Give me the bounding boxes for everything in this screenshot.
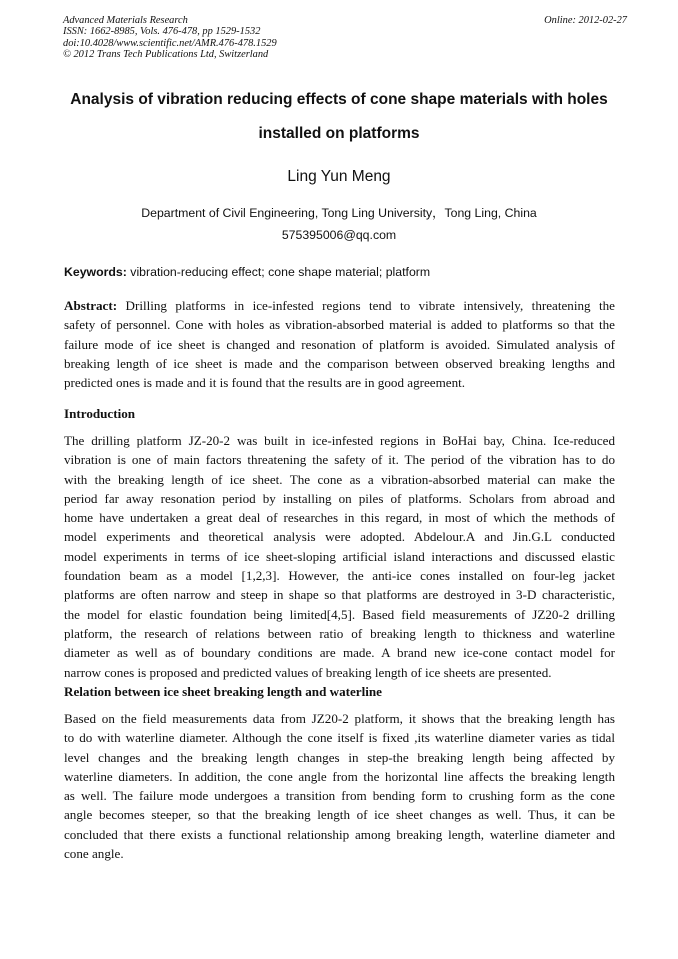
body-line: model experiments in terms of ice sheet-sloping artificial island interactions and discussed elastic <box>64 548 615 564</box>
journal-name: Advanced Materials Research <box>63 15 188 26</box>
body-line: diameter as well as of boundary conditions are made. A brand new ice-cone contact model for <box>64 645 615 661</box>
abstract-label: Abstract: <box>64 298 118 313</box>
keywords-text: vibration-reducing effect; cone shape material; platform <box>126 265 431 279</box>
copyright-line: © 2012 Trans Tech Publications Ltd, Switzerland <box>63 49 269 61</box>
abstract-line: predicted ones is made and it is found that the results are in good agreement. <box>64 375 466 391</box>
section-heading-introduction: Introduction <box>64 406 136 421</box>
body-line: with the breaking length of ice sheet. The cone as a vibration-absorbed material can make the <box>64 471 615 487</box>
abstract-line: breaking length of ice sheet is made and the comparison between observed breaking lengths and <box>64 355 615 371</box>
introduction-body <box>64 431 615 682</box>
paper-title-line-2: installed on platforms <box>258 125 420 142</box>
body-line: waterline diameters. In addition, the cone angle from the horizontal line affects the breaking length <box>64 768 615 784</box>
section-heading-relation: Relation between ice sheet breaking length and waterline <box>64 684 382 699</box>
abstract-line: failure mode of ice sheet is changed and resonation of platform is avoided. Simulated analysis of <box>64 336 615 352</box>
abstract-line: Abstract: Drilling platforms in ice-infested regions tend to vibrate intensively, threatening the <box>64 298 615 313</box>
body-line: cone angle. <box>64 846 124 862</box>
body-line: level changes and the breaking length changes in step-the breaking length being affected by <box>64 749 615 765</box>
body-line: vibration is one of main factors threatening the safety of it. The period of the vibration has to do <box>64 452 615 468</box>
body-line: platforms are often narrow and steep in shape so that platforms are destroyed in 3-D characteristic, <box>64 587 615 603</box>
body-line: to do with waterline diameter. Although the cone itself is fixed ,its waterline diameter varies as tidal <box>64 730 615 746</box>
issn-line: ISSN: 1662-8985, Vols. 476-478, pp 1529-1532 <box>63 26 261 38</box>
keywords <box>64 265 430 279</box>
abstract-line: safety of personnel. Cone with holes as vibration-absorbed material is added to platforms so that the <box>64 317 615 333</box>
body-line: Based on the field measurements data from JZ20-2 platform, it shows that the breaking length has <box>64 711 615 726</box>
author-email: 575395006@qq.com <box>281 228 397 242</box>
body-line: angle becomes steeper, so that the breaking length of ice sheet changes as well. Thus, it can be <box>64 807 615 823</box>
body-line: narrow cones is proposed and predicted values of breaking length of ice sheets are presented. <box>64 664 552 680</box>
body-line: period far away resonation period by installing on piles of platforms. Scholars from abroad and <box>64 490 615 506</box>
paper-title-line-1: Analysis of vibration reducing effects of cone shape materials with holes <box>70 91 608 108</box>
online-date: Online: 2012-02-27 <box>544 15 627 26</box>
abstract <box>64 296 615 392</box>
body-line: platform, the research of relations between ratio of breaking length to thickness and waterline <box>64 625 615 641</box>
author-name: Ling Yun Meng <box>287 168 391 185</box>
body-line: foundation beam as a model [1,2,3]. However, the anti-ice cones installed on four-leg jacket <box>64 568 615 584</box>
body-line: as well. The failure mode undergoes a transition from bending form to crushing form as the cone <box>64 788 615 804</box>
body-line: home have undertaken a great deal of researches in this regard, in most of which the methods of <box>64 510 615 526</box>
keywords-label: Keywords: <box>64 265 127 279</box>
affiliation: Department of Civil Engineering, Tong Ling University，Tong Ling, China <box>141 206 537 220</box>
body-line: the model for elastic foundation being limited[4,5]. Based field measurements of JZ20-2 drilling <box>64 606 615 622</box>
journal-header <box>63 15 277 61</box>
body-line: The drilling platform JZ-20-2 was built in ice-infested regions in BoHai bay, China. Ice-reduced <box>64 433 615 448</box>
body-line: model experiments and theoretical analysis were adopted. Abdelour.A and Jin.G.L conducted <box>64 529 615 545</box>
relation-body <box>64 709 615 863</box>
body-line: concluded that there exists a functional relationship among breaking length, waterline diameter and <box>64 826 615 842</box>
doi-line: doi:10.4028/www.scientific.net/AMR.476-478.1529 <box>63 37 277 49</box>
